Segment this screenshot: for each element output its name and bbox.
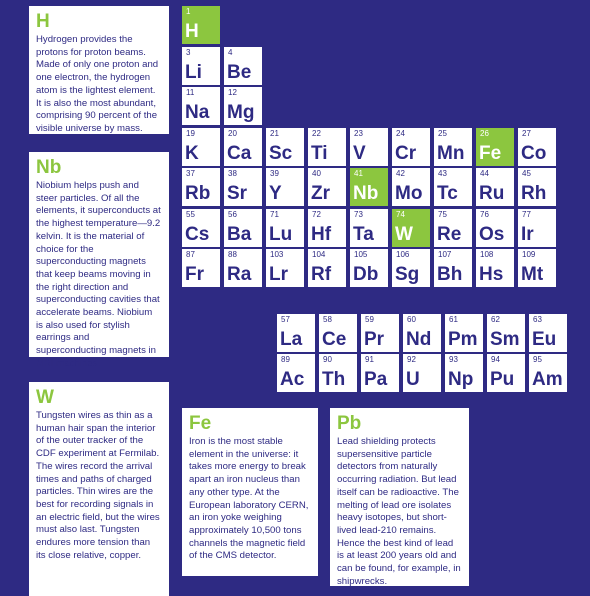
atomic-number: 90: [323, 355, 332, 364]
element-symbol: Mn: [437, 143, 465, 164]
element-w: [392, 209, 430, 247]
atomic-number: 41: [354, 169, 363, 178]
atomic-number: 27: [522, 129, 531, 138]
element-symbol: Rb: [185, 183, 211, 204]
element-mg: [224, 87, 262, 125]
card-tungsten: [29, 382, 169, 596]
atomic-number: 39: [270, 169, 279, 178]
element-sm: [487, 314, 525, 352]
element-symbol: Ta: [353, 224, 374, 245]
atomic-number: 76: [480, 210, 489, 219]
element-os: [476, 209, 514, 247]
element-sg: [392, 249, 430, 287]
element-symbol: Hs: [479, 264, 504, 285]
element-symbol: Bh: [437, 264, 463, 285]
element-sc: [266, 128, 304, 166]
atomic-number: 61: [449, 315, 458, 324]
element-symbol: Os: [479, 224, 505, 245]
card-hydrogen: [29, 6, 169, 134]
element-v: [350, 128, 388, 166]
atomic-number: 92: [407, 355, 416, 364]
element-hf: [308, 209, 346, 247]
atomic-number: 3: [186, 48, 191, 57]
atomic-number: 38: [228, 169, 237, 178]
element-symbol: Cs: [185, 224, 210, 245]
element-na: [182, 87, 220, 125]
element-nd: [403, 314, 441, 352]
element-symbol: Eu: [532, 329, 557, 350]
element-be: [224, 47, 262, 85]
element-ce: [319, 314, 357, 352]
atomic-number: 22: [312, 129, 321, 138]
card-niobium: [29, 152, 169, 369]
element-np: [445, 354, 483, 392]
element-symbol: W: [395, 224, 413, 245]
element-h: [182, 6, 220, 44]
element-symbol: H: [185, 21, 199, 42]
element-y: [266, 168, 304, 206]
element-symbol: Lu: [269, 224, 293, 245]
element-ta: [350, 209, 388, 247]
element-rb: [182, 168, 220, 206]
element-am: [529, 354, 567, 392]
atomic-number: 91: [365, 355, 374, 364]
element-ti: [308, 128, 346, 166]
atomic-number: 93: [449, 355, 458, 364]
element-mo: [392, 168, 430, 206]
element-symbol: Lr: [269, 264, 288, 285]
element-symbol: Th: [322, 369, 346, 390]
element-symbol: Ac: [280, 369, 305, 390]
element-symbol: Db: [353, 264, 379, 285]
atomic-number: 89: [281, 355, 290, 364]
atomic-number: 87: [186, 250, 195, 259]
element-symbol: Zr: [311, 183, 330, 204]
element-symbol: Nb: [353, 183, 379, 204]
element-cs: [182, 209, 220, 247]
atomic-number: 42: [396, 169, 405, 178]
atomic-number: 88: [228, 250, 237, 259]
atomic-number: 44: [480, 169, 489, 178]
element-symbol: Ce: [322, 329, 347, 350]
element-th: [319, 354, 357, 392]
card-text: Tungsten wires as thin as a human hair span the interior of the outer tracker of the CDF experiment at Fermilab. The wires record the arrival times and paths of charged particles. Thin wires are the best for recording signals in an electric field, but the wires must also last. Tungsten endures more tension than its close relative, copper.: [36, 410, 160, 561]
element-symbol: Hf: [311, 224, 332, 245]
element-db: [350, 249, 388, 287]
atomic-number: 11: [186, 88, 195, 97]
element-ca: [224, 128, 262, 166]
card-symbol: W: [36, 387, 54, 408]
element-sr: [224, 168, 262, 206]
element-nb: [350, 168, 388, 206]
element-symbol: Rf: [311, 264, 332, 285]
atomic-number: 21: [270, 129, 279, 138]
element-k: [182, 128, 220, 166]
atomic-number: 72: [312, 210, 321, 219]
element-mn: [434, 128, 472, 166]
atomic-number: 105: [354, 250, 368, 259]
element-li: [182, 47, 220, 85]
element-rf: [308, 249, 346, 287]
atomic-number: 71: [270, 210, 279, 219]
atomic-number: 73: [354, 210, 363, 219]
element-symbol: K: [185, 143, 199, 164]
element-fe: [476, 128, 514, 166]
element-symbol: Ru: [479, 183, 505, 204]
card-symbol: Nb: [36, 157, 62, 178]
card-text: Lead shielding protects supersensitive particle detectors from naturally occurring radiation. But lead itself can be radioactive. The melting of lead ore isolates heavy isotopes, but short-lived lead-210 remains. Hence the best kind of lead is at least 200 years old and can be found, for example, in shipwrecks.: [337, 436, 461, 587]
atomic-number: 107: [438, 250, 452, 259]
atomic-number: 43: [438, 169, 447, 178]
atomic-number: 1: [186, 7, 191, 16]
atomic-number: 109: [522, 250, 536, 259]
atomic-number: 12: [228, 88, 237, 97]
atomic-number: 40: [312, 169, 321, 178]
card-text: Iron is the most stable element in the universe: it takes more energy to break apart an iron nucleus than any other type. At the European laboratory CERN, an iron yoke weighing approximately 10,500 tons channels the magnetic field of the CMS detector.: [189, 436, 309, 562]
atomic-number: 94: [491, 355, 500, 364]
element-hs: [476, 249, 514, 287]
element-ra: [224, 249, 262, 287]
element-rh: [518, 168, 556, 206]
atomic-number: 104: [312, 250, 326, 259]
element-symbol: Sg: [395, 264, 420, 285]
element-symbol: Pa: [364, 369, 388, 390]
atomic-number: 24: [396, 129, 405, 138]
element-symbol: Pm: [448, 329, 478, 350]
element-re: [434, 209, 472, 247]
element-symbol: Y: [269, 183, 282, 204]
element-ba: [224, 209, 262, 247]
atomic-number: 106: [396, 250, 410, 259]
element-pr: [361, 314, 399, 352]
element-lu: [266, 209, 304, 247]
element-co: [518, 128, 556, 166]
atomic-number: 45: [522, 169, 531, 178]
atomic-number: 26: [480, 129, 489, 138]
element-lr: [266, 249, 304, 287]
element-symbol: Mo: [395, 183, 423, 204]
element-symbol: Tc: [437, 183, 458, 204]
element-symbol: Sc: [269, 143, 293, 164]
atomic-number: 108: [480, 250, 494, 259]
atomic-number: 62: [491, 315, 500, 324]
element-symbol: La: [280, 329, 303, 350]
element-symbol: Ca: [227, 143, 252, 164]
atomic-number: 74: [396, 210, 405, 219]
element-symbol: Pr: [364, 329, 385, 350]
atomic-number: 75: [438, 210, 447, 219]
atomic-number: 55: [186, 210, 195, 219]
card-text: Hydrogen provides the protons for proton beams. Made of only one proton and one electron, the hydrogen atom is the lightest element. It is also the most abundant, comprising 90 percent of the visible universe by mass.: [36, 34, 159, 134]
element-ru: [476, 168, 514, 206]
element-fr: [182, 249, 220, 287]
atomic-number: 4: [228, 48, 233, 57]
atomic-number: 20: [228, 129, 237, 138]
atomic-number: 103: [270, 250, 284, 259]
element-symbol: Be: [227, 62, 252, 83]
element-symbol: Pu: [490, 369, 515, 390]
element-symbol: Mg: [227, 102, 255, 123]
element-symbol: Cr: [395, 143, 417, 164]
element-zr: [308, 168, 346, 206]
element-symbol: Na: [185, 102, 210, 123]
element-symbol: Nd: [406, 329, 432, 350]
element-mt: [518, 249, 556, 287]
element-bh: [434, 249, 472, 287]
card-text: Niobium helps push and steer particles. Of all the elements, it superconducts at the highest temperature—9.2 kelvin. It is the material of choice for the superconducting magnets that keep beams moving in the right direction and superconducting cavities that accelerate beams. Niobium is also used for stylish earrings and superconducting magnets in MRI machines.: [36, 180, 161, 369]
element-symbol: Co: [521, 143, 547, 164]
card-symbol: Fe: [189, 413, 212, 434]
element-pa: [361, 354, 399, 392]
atomic-number: 59: [365, 315, 374, 324]
element-symbol: Fr: [185, 264, 204, 285]
atomic-number: 58: [323, 315, 332, 324]
card-symbol: Pb: [337, 413, 362, 434]
element-symbol: Ir: [521, 224, 534, 245]
element-ac: [277, 354, 315, 392]
element-tc: [434, 168, 472, 206]
element-symbol: Am: [532, 369, 563, 390]
element-symbol: Fe: [479, 143, 502, 164]
element-ir: [518, 209, 556, 247]
element-la: [277, 314, 315, 352]
element-symbol: V: [353, 143, 366, 164]
element-symbol: Re: [437, 224, 462, 245]
atomic-number: 25: [438, 129, 447, 138]
element-symbol: Ti: [311, 143, 328, 164]
atomic-number: 56: [228, 210, 237, 219]
element-cr: [392, 128, 430, 166]
atomic-number: 95: [533, 355, 542, 364]
element-pu: [487, 354, 525, 392]
element-symbol: Ba: [227, 224, 252, 245]
element-symbol: Sr: [227, 183, 248, 204]
element-symbol: U: [406, 369, 420, 390]
element-eu: [529, 314, 567, 352]
atomic-number: 77: [522, 210, 531, 219]
element-symbol: Np: [448, 369, 474, 390]
element-symbol: Ra: [227, 264, 252, 285]
atomic-number: 23: [354, 129, 363, 138]
card-iron: [182, 408, 318, 576]
card-symbol: H: [36, 11, 50, 32]
element-symbol: Li: [185, 62, 202, 83]
element-symbol: Mt: [521, 264, 544, 285]
element-symbol: Rh: [521, 183, 547, 204]
atomic-number: 57: [281, 315, 290, 324]
atomic-number: 63: [533, 315, 542, 324]
card-lead: [330, 408, 469, 586]
element-symbol: Sm: [490, 329, 520, 350]
element-u: [403, 354, 441, 392]
element-pm: [445, 314, 483, 352]
atomic-number: 37: [186, 169, 195, 178]
atomic-number: 60: [407, 315, 416, 324]
atomic-number: 19: [186, 129, 195, 138]
